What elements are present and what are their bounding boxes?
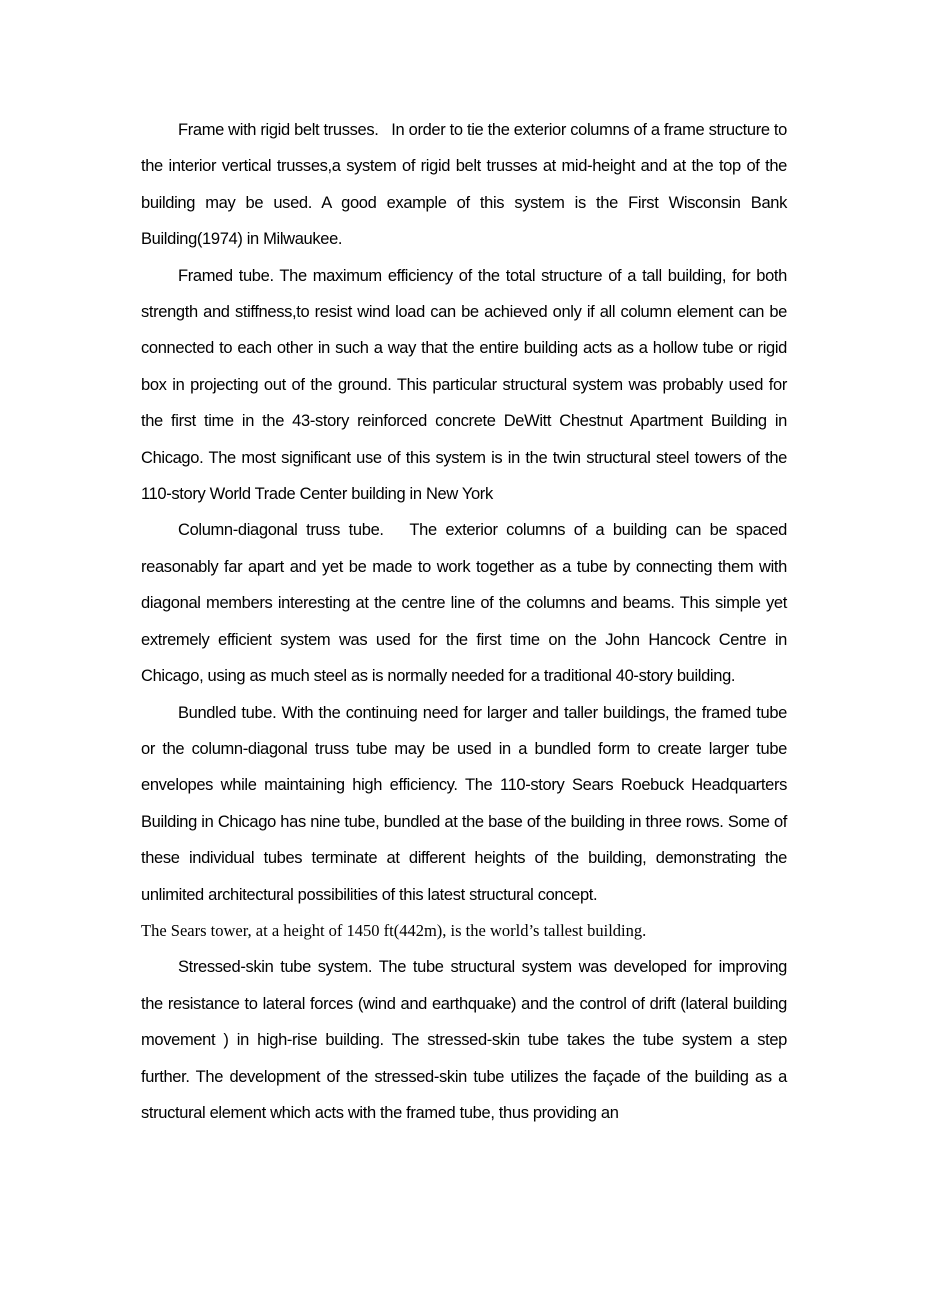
paragraph-framed-tube: Framed tube. The maximum efficiency of the total structure of a tall building, for both strength and stiffness,to resist wind load can be achieved only if all column element can be connected to each other in such a way that the entire building acts as a hollow tube or rigid box in projecting out of the ground. This particular structural system was probably used for the first time in the 43-story reinforced concrete DeWitt Chestnut Apartment Building in Chicago. The most significant use of this system is in the twin structural steel towers of the 110-story World Trade Center building in New York xyxy=(141,266,787,504)
paragraph-column-diagonal-truss-tube: Column-diagonal truss tube. The exterior columns of a building can be spaced reasonably far apart and yet be made to work together as a tube by connecting them with diagonal members interesting at the centre line of the columns and beams. This simple yet extremely efficient system was used for the first time on the John Hancock Centre in Chicago, using as much steel as is normally needed for a traditional 40-story building. xyxy=(141,521,787,686)
paragraph-bundled-tube xyxy=(141,695,787,950)
sears-tower-sentence: The Sears tower, at a height of 1450 ft(442m), is the world’s tallest building. xyxy=(141,920,647,940)
paragraph-stressed-skin-tube: Stressed-skin tube system. The tube structural system was developed for improving the resistance to lateral forces (wind and earthquake) and the control of drift (lateral building movement ) in high-rise building. The stressed-skin tube takes the tube system a step further. The development of the stressed-skin tube utilizes the façade of the building as a structural element which acts with the framed tube, thus providing an xyxy=(141,958,787,1122)
bundled-tube-text: Bundled tube. With the continuing need for larger and taller buildings, the framed tube or the column-diagonal truss tube may be used in a bundled form to create larger tube envelopes while maintaining high efficiency. The 110-story Sears Roebuck Headquarters Building in Chicago has nine tube, bundled at the base of the building in three rows. Some of these individual tubes terminate at different heights of the building, demonstrating the unlimited architectural possibilities of this latest structural concept. xyxy=(141,703,787,904)
paragraph-frame-belt-trusses: Frame with rigid belt trusses. In order to tie the exterior columns of a frame structure to the interior vertical trusses,a system of rigid belt trusses at mid-height and at the top of the building may be used. A good example of this system is the First Wisconsin Bank Building(1974) in Milwaukee. xyxy=(141,121,787,249)
body-text xyxy=(141,112,787,1131)
